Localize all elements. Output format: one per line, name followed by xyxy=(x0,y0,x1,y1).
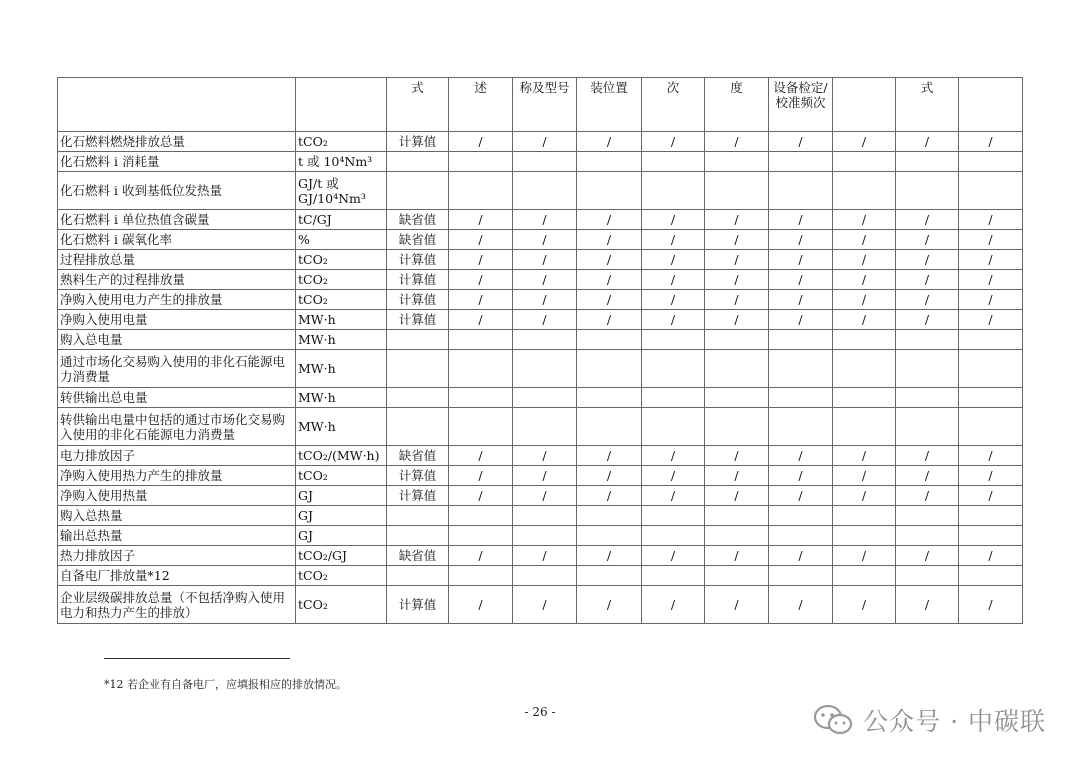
table-header-cell xyxy=(833,78,896,132)
slash-cell: / xyxy=(642,546,705,566)
empty-cell xyxy=(577,506,642,526)
slash-cell: / xyxy=(577,250,642,270)
table-row xyxy=(58,486,1023,506)
slash-cell: / xyxy=(642,586,705,624)
slash-cell: / xyxy=(833,466,896,486)
slash-cell: / xyxy=(513,586,577,624)
empty-cell xyxy=(769,330,833,350)
wechat-icon xyxy=(813,704,853,736)
row-source-cell xyxy=(387,152,449,172)
slash-cell: / xyxy=(705,290,769,310)
slash-cell: / xyxy=(833,230,896,250)
slash-cell: / xyxy=(513,466,577,486)
footnote-divider xyxy=(104,658,290,659)
empty-cell xyxy=(513,408,577,446)
empty-cell xyxy=(449,526,513,546)
row-source-cell: 计算值 xyxy=(387,486,449,506)
empty-cell xyxy=(769,526,833,546)
slash-cell: / xyxy=(642,486,705,506)
slash-cell: / xyxy=(513,290,577,310)
slash-cell: / xyxy=(959,586,1023,624)
slash-cell: / xyxy=(769,486,833,506)
slash-cell: / xyxy=(896,230,959,250)
slash-cell: / xyxy=(833,586,896,624)
row-name-cell: 热力排放因子 xyxy=(58,546,296,566)
row-unit-cell: tCO₂/GJ xyxy=(296,546,387,566)
slash-cell: / xyxy=(705,250,769,270)
slash-cell: / xyxy=(577,230,642,250)
empty-cell xyxy=(705,152,769,172)
empty-cell xyxy=(769,172,833,210)
slash-cell: / xyxy=(705,210,769,230)
empty-cell xyxy=(577,152,642,172)
slash-cell: / xyxy=(577,270,642,290)
row-source-cell: 计算值 xyxy=(387,466,449,486)
table-row xyxy=(58,446,1023,466)
row-name-cell: 转供输出总电量 xyxy=(58,388,296,408)
empty-cell xyxy=(769,350,833,388)
row-unit-cell: tC/GJ xyxy=(296,210,387,230)
slash-cell: / xyxy=(449,210,513,230)
slash-cell: / xyxy=(705,446,769,466)
row-name-cell: 输出总热量 xyxy=(58,526,296,546)
table-row xyxy=(58,388,1023,408)
watermark-text: 公众号 · 中碳联 xyxy=(863,707,1046,736)
row-source-cell xyxy=(387,330,449,350)
empty-cell xyxy=(769,408,833,446)
row-unit-cell: tCO₂ xyxy=(296,466,387,486)
empty-cell xyxy=(833,566,896,586)
slash-cell: / xyxy=(959,546,1023,566)
row-name-cell: 购入总电量 xyxy=(58,330,296,350)
table-row xyxy=(58,152,1023,172)
table-header-cell xyxy=(296,78,387,132)
table-row xyxy=(58,210,1023,230)
empty-cell xyxy=(449,506,513,526)
slash-cell: / xyxy=(769,230,833,250)
empty-cell xyxy=(705,388,769,408)
empty-cell xyxy=(959,388,1023,408)
table-row xyxy=(58,566,1023,586)
empty-cell xyxy=(769,388,833,408)
table-row xyxy=(58,290,1023,310)
slash-cell: / xyxy=(959,210,1023,230)
slash-cell: / xyxy=(642,270,705,290)
slash-cell: / xyxy=(577,446,642,466)
table-header-cell: 度 xyxy=(705,78,769,132)
table-row xyxy=(58,546,1023,566)
row-name-cell: 化石燃料 i 消耗量 xyxy=(58,152,296,172)
empty-cell xyxy=(642,408,705,446)
table-row xyxy=(58,330,1023,350)
slash-cell: / xyxy=(577,290,642,310)
empty-cell xyxy=(577,408,642,446)
table-row xyxy=(58,250,1023,270)
table-header-cell: 装位置 xyxy=(577,78,642,132)
slash-cell: / xyxy=(705,270,769,290)
slash-cell: / xyxy=(642,310,705,330)
row-name-cell: 转供输出电量中包括的通过市场化交易购入使用的非化石能源电力消费量 xyxy=(58,408,296,446)
row-unit-cell: MW·h xyxy=(296,310,387,330)
slash-cell: / xyxy=(513,310,577,330)
slash-cell: / xyxy=(577,586,642,624)
slash-cell: / xyxy=(513,486,577,506)
slash-cell: / xyxy=(705,546,769,566)
table-header-cell: 式 xyxy=(387,78,449,132)
slash-cell: / xyxy=(833,270,896,290)
slash-cell: / xyxy=(896,210,959,230)
slash-cell: / xyxy=(959,310,1023,330)
row-source-cell xyxy=(387,388,449,408)
slash-cell: / xyxy=(577,486,642,506)
empty-cell xyxy=(959,152,1023,172)
empty-cell xyxy=(577,566,642,586)
slash-cell: / xyxy=(959,250,1023,270)
slash-cell: / xyxy=(769,270,833,290)
row-source-cell: 计算值 xyxy=(387,132,449,152)
slash-cell: / xyxy=(449,290,513,310)
empty-cell xyxy=(577,330,642,350)
slash-cell: / xyxy=(896,270,959,290)
empty-cell xyxy=(833,330,896,350)
empty-cell xyxy=(959,566,1023,586)
row-unit-cell: tCO₂ xyxy=(296,132,387,152)
slash-cell: / xyxy=(769,446,833,466)
empty-cell xyxy=(896,330,959,350)
slash-cell: / xyxy=(896,486,959,506)
empty-cell xyxy=(833,506,896,526)
slash-cell: / xyxy=(833,546,896,566)
row-name-cell: 通过市场化交易购入使用的非化石能源电力消费量 xyxy=(58,350,296,388)
row-source-cell: 计算值 xyxy=(387,310,449,330)
table-row xyxy=(58,132,1023,152)
empty-cell xyxy=(769,152,833,172)
slash-cell: / xyxy=(513,546,577,566)
slash-cell: / xyxy=(833,310,896,330)
slash-cell: / xyxy=(449,230,513,250)
slash-cell: / xyxy=(513,132,577,152)
slash-cell: / xyxy=(449,466,513,486)
row-unit-cell: tCO₂ xyxy=(296,270,387,290)
row-unit-cell: tCO₂ xyxy=(296,566,387,586)
row-source-cell xyxy=(387,566,449,586)
row-unit-cell: MW·h xyxy=(296,330,387,350)
slash-cell: / xyxy=(959,132,1023,152)
slash-cell: / xyxy=(896,290,959,310)
row-source-cell: 缺省值 xyxy=(387,446,449,466)
table-header-row xyxy=(58,78,1023,132)
slash-cell: / xyxy=(577,546,642,566)
empty-cell xyxy=(959,506,1023,526)
slash-cell: / xyxy=(769,586,833,624)
slash-cell: / xyxy=(959,486,1023,506)
slash-cell: / xyxy=(449,310,513,330)
empty-cell xyxy=(513,350,577,388)
row-unit-cell: GJ/t 或 GJ/10⁴Nm³ xyxy=(296,172,387,210)
slash-cell: / xyxy=(513,210,577,230)
empty-cell xyxy=(705,330,769,350)
row-source-cell: 计算值 xyxy=(387,250,449,270)
empty-cell xyxy=(577,526,642,546)
row-unit-cell: tCO₂ xyxy=(296,586,387,624)
empty-cell xyxy=(577,172,642,210)
row-name-cell: 化石燃料 i 碳氧化率 xyxy=(58,230,296,250)
slash-cell: / xyxy=(642,466,705,486)
slash-cell: / xyxy=(449,546,513,566)
empty-cell xyxy=(769,566,833,586)
table-header-cell: 设备检定/校准频次 xyxy=(769,78,833,132)
watermark xyxy=(813,700,1046,740)
table-body xyxy=(58,78,1023,624)
empty-cell xyxy=(959,526,1023,546)
empty-cell xyxy=(833,408,896,446)
slash-cell: / xyxy=(449,446,513,466)
empty-cell xyxy=(642,172,705,210)
slash-cell: / xyxy=(449,270,513,290)
empty-cell xyxy=(705,350,769,388)
empty-cell xyxy=(449,408,513,446)
slash-cell: / xyxy=(642,250,705,270)
empty-cell xyxy=(642,388,705,408)
empty-cell xyxy=(449,172,513,210)
row-unit-cell: tCO₂ xyxy=(296,250,387,270)
empty-cell xyxy=(959,330,1023,350)
slash-cell: / xyxy=(769,250,833,270)
slash-cell: / xyxy=(449,250,513,270)
empty-cell xyxy=(896,350,959,388)
row-source-cell xyxy=(387,408,449,446)
slash-cell: / xyxy=(513,446,577,466)
empty-cell xyxy=(896,506,959,526)
slash-cell: / xyxy=(896,132,959,152)
row-name-cell: 自备电厂排放量*12 xyxy=(58,566,296,586)
slash-cell: / xyxy=(513,250,577,270)
empty-cell xyxy=(833,172,896,210)
slash-cell: / xyxy=(833,250,896,270)
slash-cell: / xyxy=(577,466,642,486)
table-row xyxy=(58,270,1023,290)
slash-cell: / xyxy=(769,290,833,310)
row-unit-cell: GJ xyxy=(296,486,387,506)
table-row xyxy=(58,408,1023,446)
empty-cell xyxy=(959,350,1023,388)
slash-cell: / xyxy=(833,132,896,152)
table-header-cell: 述 xyxy=(449,78,513,132)
slash-cell: / xyxy=(769,132,833,152)
page-number: - 26 - xyxy=(524,705,556,719)
slash-cell: / xyxy=(705,230,769,250)
empty-cell xyxy=(705,408,769,446)
row-source-cell xyxy=(387,172,449,210)
slash-cell: / xyxy=(577,132,642,152)
slash-cell: / xyxy=(642,132,705,152)
row-name-cell: 购入总热量 xyxy=(58,506,296,526)
row-name-cell: 化石燃料 i 单位热值含碳量 xyxy=(58,210,296,230)
row-name-cell: 企业层级碳排放总量（不包括净购入使用电力和热力产生的排放） xyxy=(58,586,296,624)
slash-cell: / xyxy=(833,486,896,506)
slash-cell: / xyxy=(959,230,1023,250)
slash-cell: / xyxy=(705,466,769,486)
row-source-cell xyxy=(387,350,449,388)
slash-cell: / xyxy=(896,546,959,566)
slash-cell: / xyxy=(833,210,896,230)
row-unit-cell: GJ xyxy=(296,526,387,546)
slash-cell: / xyxy=(705,132,769,152)
slash-cell: / xyxy=(642,290,705,310)
empty-cell xyxy=(449,388,513,408)
row-name-cell: 电力排放因子 xyxy=(58,446,296,466)
empty-cell xyxy=(896,526,959,546)
empty-cell xyxy=(513,566,577,586)
table-row xyxy=(58,350,1023,388)
table-row xyxy=(58,506,1023,526)
row-unit-cell: MW·h xyxy=(296,408,387,446)
row-name-cell: 化石燃料 i 收到基低位发热量 xyxy=(58,172,296,210)
table-row xyxy=(58,230,1023,250)
row-unit-cell: % xyxy=(296,230,387,250)
empty-cell xyxy=(449,566,513,586)
empty-cell xyxy=(833,350,896,388)
row-unit-cell: tCO₂/(MW·h) xyxy=(296,446,387,466)
empty-cell xyxy=(513,526,577,546)
row-source-cell xyxy=(387,506,449,526)
table-row xyxy=(58,310,1023,330)
row-name-cell: 净购入使用热量 xyxy=(58,486,296,506)
slash-cell: / xyxy=(896,466,959,486)
row-source-cell: 缺省值 xyxy=(387,230,449,250)
slash-cell: / xyxy=(705,586,769,624)
row-unit-cell: MW·h xyxy=(296,350,387,388)
row-name-cell: 过程排放总量 xyxy=(58,250,296,270)
empty-cell xyxy=(642,350,705,388)
slash-cell: / xyxy=(769,546,833,566)
row-source-cell: 缺省值 xyxy=(387,210,449,230)
empty-cell xyxy=(513,152,577,172)
empty-cell xyxy=(449,152,513,172)
empty-cell xyxy=(705,506,769,526)
row-unit-cell: GJ xyxy=(296,506,387,526)
slash-cell: / xyxy=(642,230,705,250)
empty-cell xyxy=(896,152,959,172)
row-name-cell: 净购入使用电量 xyxy=(58,310,296,330)
slash-cell: / xyxy=(769,466,833,486)
footnote: *12 若企业有自备电厂，应填报相应的排放情况。 xyxy=(104,678,347,691)
slash-cell: / xyxy=(642,446,705,466)
empty-cell xyxy=(833,152,896,172)
row-source-cell: 计算值 xyxy=(387,586,449,624)
row-name-cell: 净购入使用热力产生的排放量 xyxy=(58,466,296,486)
empty-cell xyxy=(769,506,833,526)
table-header-cell: 称及型号 xyxy=(513,78,577,132)
slash-cell: / xyxy=(513,270,577,290)
empty-cell xyxy=(642,526,705,546)
slash-cell: / xyxy=(896,250,959,270)
empty-cell xyxy=(833,388,896,408)
slash-cell: / xyxy=(769,210,833,230)
row-name-cell: 净购入使用电力产生的排放量 xyxy=(58,290,296,310)
row-name-cell: 熟料生产的过程排放量 xyxy=(58,270,296,290)
slash-cell: / xyxy=(705,310,769,330)
empty-cell xyxy=(642,506,705,526)
slash-cell: / xyxy=(896,586,959,624)
row-name-cell: 化石燃料燃烧排放总量 xyxy=(58,132,296,152)
row-source-cell: 计算值 xyxy=(387,290,449,310)
slash-cell: / xyxy=(896,446,959,466)
empty-cell xyxy=(705,526,769,546)
empty-cell xyxy=(959,408,1023,446)
row-source-cell: 计算值 xyxy=(387,270,449,290)
table-row xyxy=(58,586,1023,624)
slash-cell: / xyxy=(896,310,959,330)
data-table xyxy=(57,77,1023,624)
empty-cell xyxy=(513,388,577,408)
slash-cell: / xyxy=(959,446,1023,466)
empty-cell xyxy=(642,152,705,172)
slash-cell: / xyxy=(449,132,513,152)
table-row xyxy=(58,172,1023,210)
table-header-cell: 次 xyxy=(642,78,705,132)
table-row xyxy=(58,466,1023,486)
empty-cell xyxy=(577,350,642,388)
slash-cell: / xyxy=(833,290,896,310)
row-unit-cell: MW·h xyxy=(296,388,387,408)
table-row xyxy=(58,526,1023,546)
slash-cell: / xyxy=(959,290,1023,310)
empty-cell xyxy=(449,350,513,388)
slash-cell: / xyxy=(449,486,513,506)
slash-cell: / xyxy=(642,210,705,230)
slash-cell: / xyxy=(769,310,833,330)
row-source-cell: 缺省值 xyxy=(387,546,449,566)
slash-cell: / xyxy=(833,446,896,466)
slash-cell: / xyxy=(577,210,642,230)
slash-cell: / xyxy=(959,270,1023,290)
empty-cell xyxy=(705,566,769,586)
empty-cell xyxy=(896,566,959,586)
table-header-cell: 式 xyxy=(896,78,959,132)
empty-cell xyxy=(833,526,896,546)
empty-cell xyxy=(896,388,959,408)
slash-cell: / xyxy=(449,586,513,624)
slash-cell: / xyxy=(513,230,577,250)
row-source-cell xyxy=(387,526,449,546)
empty-cell xyxy=(959,172,1023,210)
empty-cell xyxy=(513,330,577,350)
empty-cell xyxy=(513,172,577,210)
empty-cell xyxy=(642,330,705,350)
row-unit-cell: tCO₂ xyxy=(296,290,387,310)
empty-cell xyxy=(577,388,642,408)
empty-cell xyxy=(896,172,959,210)
table-header-cell xyxy=(959,78,1023,132)
empty-cell xyxy=(896,408,959,446)
empty-cell xyxy=(513,506,577,526)
table-header-cell xyxy=(58,78,296,132)
empty-cell xyxy=(449,330,513,350)
slash-cell: / xyxy=(705,486,769,506)
row-unit-cell: t 或 10⁴Nm³ xyxy=(296,152,387,172)
empty-cell xyxy=(705,172,769,210)
empty-cell xyxy=(642,566,705,586)
slash-cell: / xyxy=(959,466,1023,486)
slash-cell: / xyxy=(577,310,642,330)
